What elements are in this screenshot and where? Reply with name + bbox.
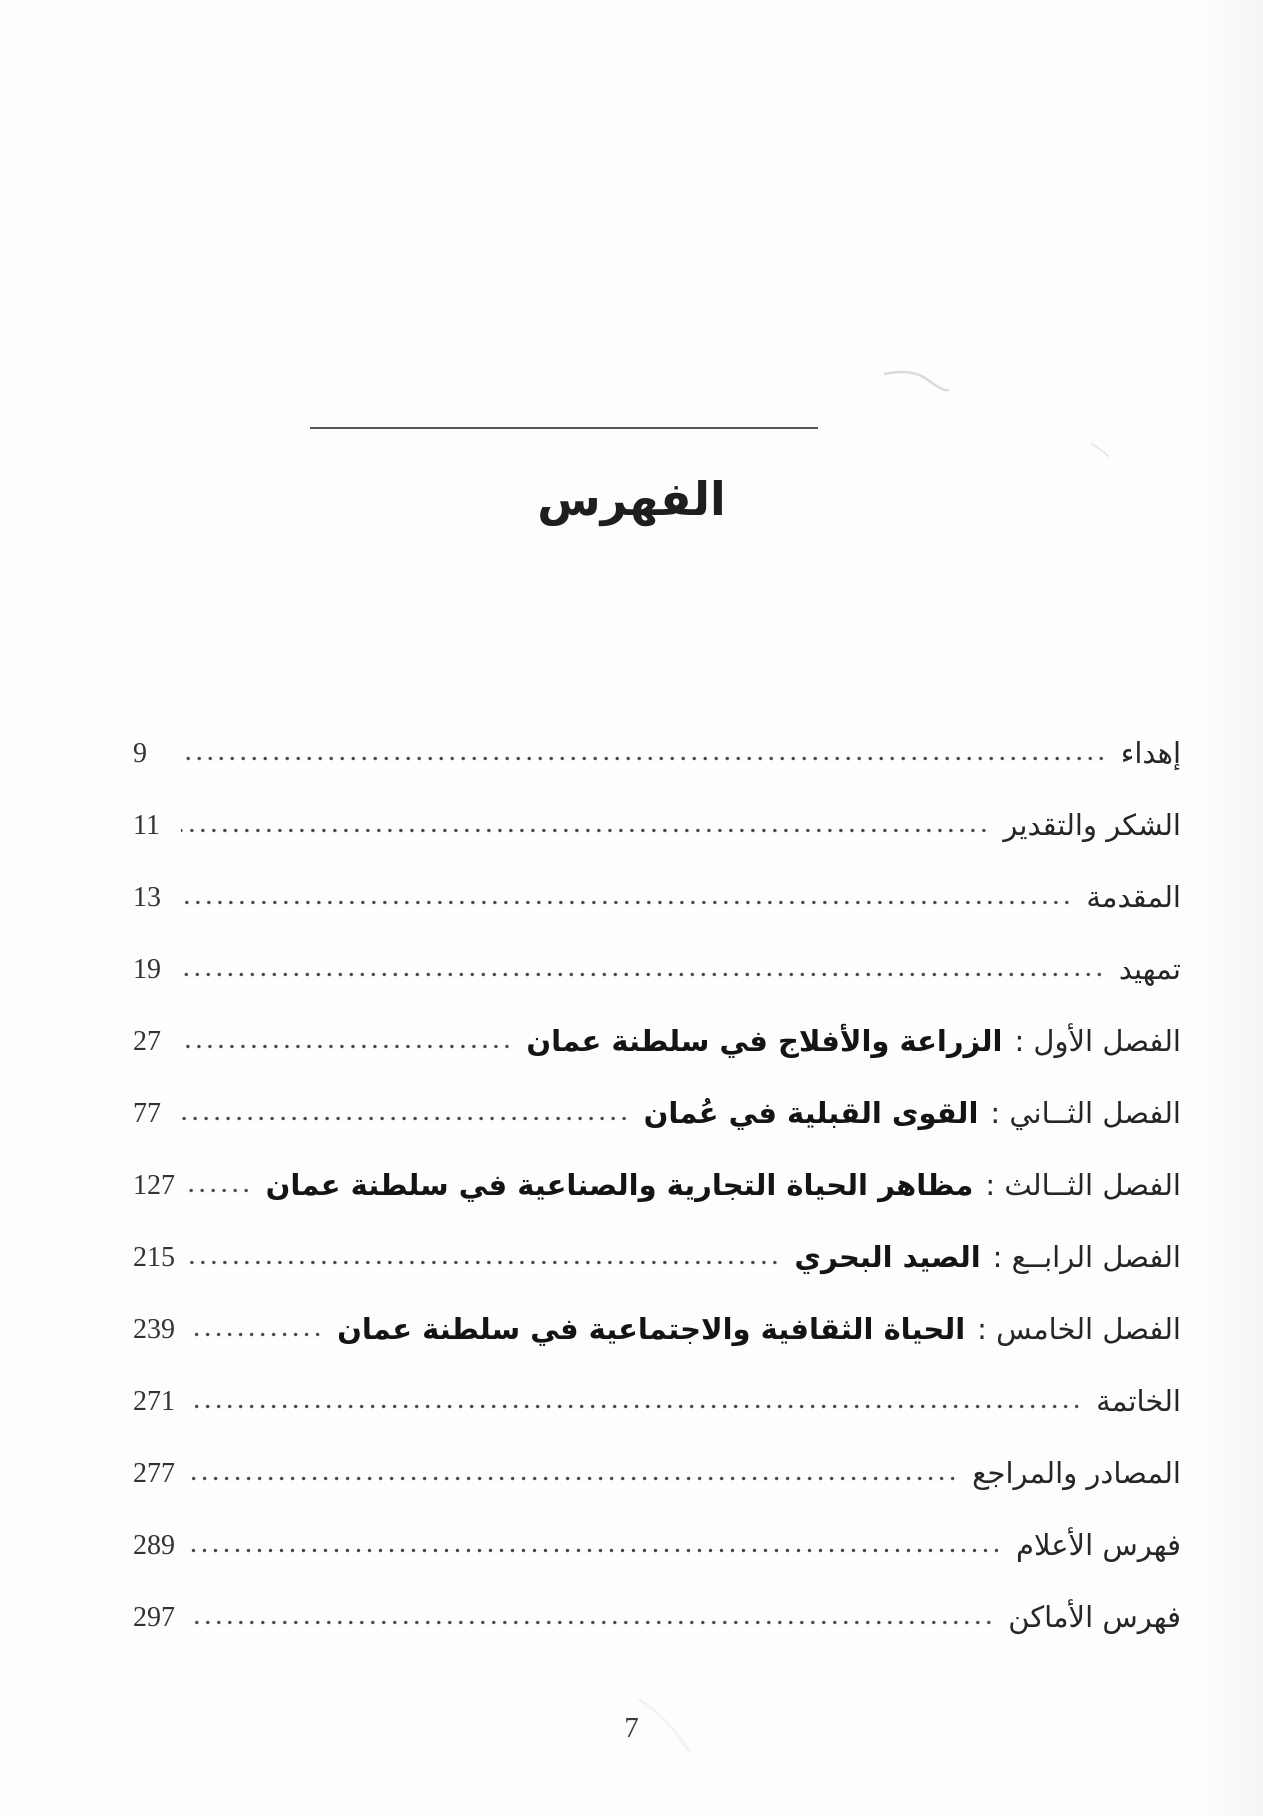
dot-leader <box>189 1459 958 1489</box>
dot-leader <box>181 739 1107 769</box>
entry-label <box>644 1095 1181 1133</box>
entry-page-number: 289 <box>133 1530 175 1561</box>
entry-page-number: 297 <box>133 1602 175 1633</box>
entry-title: إهداء <box>1120 736 1181 771</box>
toc-entry <box>133 1078 1181 1150</box>
entry-label <box>972 1455 1181 1493</box>
entry-label <box>266 1167 1181 1205</box>
toc-entry <box>133 790 1181 862</box>
entry-label <box>794 1239 1181 1277</box>
entry-page-number: 239 <box>133 1314 175 1345</box>
dot-leader <box>181 811 989 841</box>
toc-entry <box>133 718 1181 790</box>
dot-leader <box>181 1027 512 1057</box>
toc-entry <box>133 1294 1181 1366</box>
toc-entry <box>133 1582 1181 1654</box>
chapter-label: الفصل الرابــع : <box>992 1240 1181 1275</box>
entry-page-number: 215 <box>133 1242 175 1273</box>
entry-title: الحياة الثقافية والاجتماعية في سلطنة عمان <box>337 1312 966 1347</box>
entry-page-number: 277 <box>133 1458 175 1489</box>
entry-title: مظاهر الحياة التجارية والصناعية في سلطنة عمان <box>265 1168 974 1203</box>
entry-label <box>1096 1383 1181 1421</box>
chapter-label: الفصل الخامس : <box>977 1312 1181 1347</box>
entry-page-number: 27 <box>133 1026 161 1057</box>
entry-title: المصادر والمراجع <box>972 1456 1181 1491</box>
entry-page-number: 77 <box>133 1098 161 1129</box>
dot-leader <box>189 1387 1082 1417</box>
entry-label <box>1119 951 1181 989</box>
entry-label <box>1086 879 1181 917</box>
toc-entry <box>133 1366 1181 1438</box>
entry-label <box>1003 807 1181 845</box>
dot-leader <box>189 1315 323 1345</box>
toc-entry <box>133 1150 1181 1222</box>
entry-title: فهرس الأماكن <box>1008 1600 1181 1635</box>
dot-leader <box>181 955 1105 985</box>
entry-label <box>337 1311 1181 1349</box>
entry-title: الزراعة والأفلاج في سلطنة عمان <box>526 1024 1003 1059</box>
header-rule <box>310 427 818 429</box>
entry-label <box>1008 1599 1181 1637</box>
dot-leader <box>181 1099 630 1129</box>
entry-title: القوى القبلية في عُمان <box>643 1096 979 1131</box>
entry-page-number: 19 <box>133 954 161 985</box>
entry-title: تمهيد <box>1118 952 1181 987</box>
page-number: 7 <box>624 1712 639 1744</box>
entry-label <box>1121 735 1181 773</box>
toc-entry <box>133 1438 1181 1510</box>
entry-page-number: 271 <box>133 1386 175 1417</box>
dot-leader <box>189 1171 252 1201</box>
entry-label <box>1016 1527 1181 1565</box>
chapter-label: الفصل الأول : <box>1014 1024 1181 1059</box>
dot-leader <box>181 883 1072 913</box>
chapter-label: الفصل الثــاني : <box>990 1096 1181 1131</box>
entry-title: المقدمة <box>1086 880 1181 915</box>
entry-title: الصيد البحري <box>794 1240 981 1275</box>
chapter-label: الفصل الثــالث : <box>985 1168 1181 1203</box>
dot-leader <box>189 1531 1002 1561</box>
entry-page-number: 11 <box>133 810 160 841</box>
toc-entry <box>133 1006 1181 1078</box>
entry-title: الخاتمة <box>1096 1384 1181 1419</box>
page-title: الفهرس <box>537 472 726 526</box>
entry-page-number: 127 <box>133 1170 175 1201</box>
entry-title: الشكر والتقدير <box>1003 808 1181 843</box>
toc-entry <box>133 1510 1181 1582</box>
dot-leader <box>189 1603 994 1633</box>
toc-entry <box>133 934 1181 1006</box>
entry-page-number: 9 <box>133 738 147 769</box>
entry-title: فهرس الأعلام <box>1015 1528 1181 1563</box>
entry-label <box>526 1023 1181 1061</box>
dot-leader <box>189 1243 780 1273</box>
toc-entry <box>133 1222 1181 1294</box>
toc-list <box>133 718 1181 1654</box>
entry-page-number: 13 <box>133 882 161 913</box>
toc-entry <box>133 862 1181 934</box>
